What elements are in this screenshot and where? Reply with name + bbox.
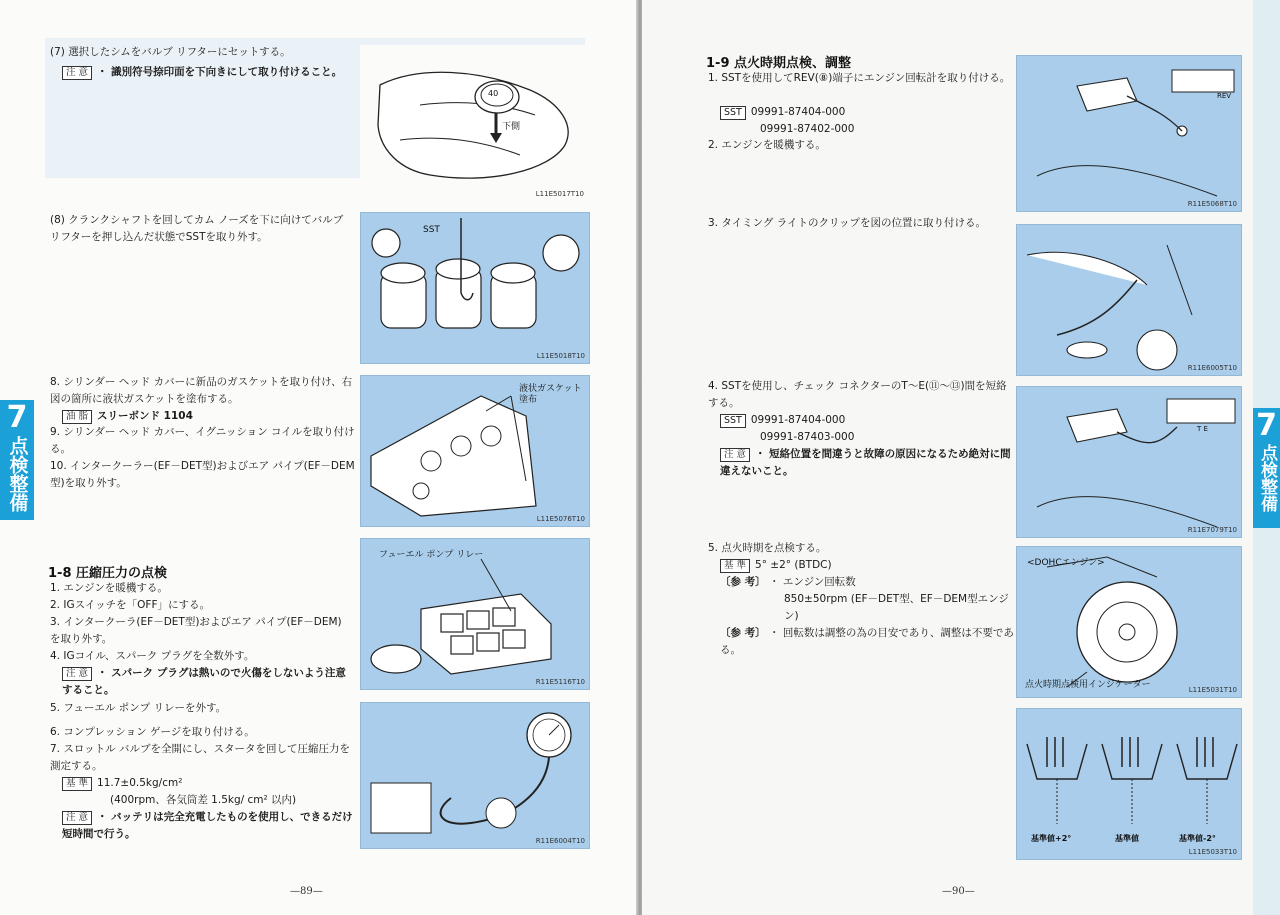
step-7-note	[62, 64, 362, 81]
page-number: —89—	[290, 886, 323, 897]
figure-timing-light-clip	[1016, 224, 1242, 376]
figure-head-cover	[360, 375, 590, 527]
step-9: 9. シリンダー ヘッド カバー、イグニッション コイルを取り付ける。	[50, 426, 355, 455]
page-89	[0, 0, 638, 915]
gauge-illustration	[361, 703, 589, 848]
page-number: —90—	[942, 886, 975, 897]
ign-step-3: 3. タイミング ライトのクリップを図の位置に取り付ける。	[708, 217, 987, 229]
ign-step-1-sst	[720, 104, 1010, 121]
sst-number-1: 09991-87404-000	[750, 106, 846, 118]
note-text: ・ 短絡位置を間違うと故障の原因になるため絶対に間違えないこと。	[720, 448, 1011, 477]
mark-minus-2: 基準値-2°	[1179, 834, 1216, 843]
ign-step-4: 4. SSTを使用し、チェック コネクターのT～E(⑪～⑬)間を短絡する。	[708, 380, 1007, 409]
chapter-title: 点検整備	[6, 436, 29, 512]
sst-number-2: 09991-87402-000	[760, 123, 855, 135]
comp-step-7-std	[62, 775, 352, 792]
figure-code: L11E5076T10	[536, 515, 585, 523]
section-1-8-heading: 1-8 圧縮圧力の点検	[48, 566, 168, 581]
lower-side-label: 下側	[502, 122, 521, 132]
pulley-illustration	[1017, 547, 1241, 697]
figure-check-connector	[1016, 386, 1242, 538]
sst-number-2: 09991-87403-000	[760, 431, 855, 443]
rev-terminal-illustration	[1017, 56, 1241, 211]
comp-step-4-note	[62, 665, 352, 699]
comp-step-5: 5. フューエル ポンプ リレーを外す。	[50, 702, 227, 714]
note-tag: 注 意	[62, 811, 92, 825]
note-text: ・ バッテリは完全充電したものを使用し、できるだけ短時間で行う。	[62, 811, 353, 840]
note-tag: 注 意	[62, 66, 92, 80]
rev-label: REV	[1217, 92, 1232, 100]
fuel-pump-relay-label: フューエル ポンプ リレー	[379, 550, 484, 560]
note-tag: 注 意	[720, 448, 750, 462]
ign-step-4-sst	[720, 412, 1010, 429]
sst-label: SST	[423, 225, 440, 235]
figure-code: R11E6005T10	[1187, 364, 1237, 372]
figure-compression-gauge	[360, 702, 590, 849]
step-8-sub: (8) クランクシャフトを回してカム ノーズを下に向けてバルブ リフターを押し込んだ状態でSSTを取り外す。	[50, 214, 344, 243]
figure-timing-indicator	[1016, 546, 1242, 698]
figure-code: R11E7079T10	[1187, 526, 1237, 534]
figure-code: R11E6004T10	[535, 837, 585, 845]
note-tag: 注 意	[62, 667, 92, 681]
shim-number: 40	[488, 89, 499, 98]
ign-step-5-ref	[720, 574, 1010, 591]
standard-tag: 基 準	[62, 777, 92, 791]
comp-step-6: 6. コンプレッション ゲージを取り付ける。	[50, 726, 255, 738]
ign-step-5-std	[720, 557, 1010, 574]
comp-step-2: 2. IGスイッチを「OFF」にする。	[50, 599, 211, 611]
indicator-label: 点火時期点検用インジケーター	[1025, 680, 1151, 690]
reference-tag: 〔参 考〕	[720, 576, 766, 588]
step-8-grease	[62, 408, 352, 425]
chapter-number: 7	[6, 400, 28, 435]
figure-shim-install	[360, 45, 588, 201]
figure-code: L11E5033T10	[1188, 848, 1237, 856]
sst-tag: SST	[720, 106, 746, 120]
comp-step-3: 3. インタークーラ(EF－DET型)およびエア パイプ(EF－DEM)を取り外す。	[50, 616, 342, 645]
page-90	[642, 0, 1280, 915]
finger-illustration	[360, 45, 588, 201]
dohc-engine-label: <DOHCエンジン>	[1027, 558, 1105, 568]
section-1-9-heading: 1-9 点火時期点検、調整	[706, 56, 852, 71]
ign-step-5-ref2	[720, 625, 1015, 659]
ign-step-2: 2. エンジンを暖機する。	[708, 139, 826, 151]
grease-value: スリーボンド 1104	[97, 410, 193, 422]
comp-step-7-note	[62, 809, 357, 843]
figure-rev-terminal	[1016, 55, 1242, 212]
figure-code: L11E5017T10	[535, 190, 584, 198]
reference-text: ・ エンジン回転数	[769, 576, 856, 588]
reference-text: ・ 回転数は調整の為の目安であり、調整は不要である。	[720, 627, 1014, 656]
engine-speed-value: 850±50rpm (EF－DET型、EF－DEM型エンジン)	[784, 593, 1009, 622]
ign-step-4-note	[720, 446, 1020, 480]
note-text: ・ 識別符号捺印面を下向きにして取り付けること。	[97, 66, 343, 78]
chapter-tab-left	[0, 400, 34, 520]
te-label: T E	[1197, 425, 1208, 433]
mark-plus-2: 基準値+2°	[1031, 834, 1072, 843]
check-connector-illustration	[1017, 387, 1241, 537]
comp-step-7-sub: (400rpm、各気筒差 1.5kg/ cm² 以内)	[110, 794, 297, 806]
comp-step-7: 7. スロットル バルブを全開にし、スタータを回して圧縮圧力を測定する。	[50, 743, 350, 772]
timing-light-illustration	[1017, 225, 1241, 375]
cam-illustration	[361, 213, 589, 363]
figure-code: L11E5018T10	[536, 352, 585, 360]
reference-tag: 〔参 考〕	[720, 627, 766, 639]
figure-code: R11E5068T10	[1187, 200, 1237, 208]
liquid-gasket-label: 液状ガスケット塗布	[519, 384, 582, 405]
figure-timing-marks	[1016, 708, 1242, 860]
chapter-title: 点検整備	[1257, 444, 1277, 512]
comp-step-4: 4. IGコイル、スパーク プラグを全数外す。	[50, 650, 255, 662]
note-text: ・ スパーク プラグは熱いので火傷をしないよう注意すること。	[62, 667, 346, 696]
sst-number-1: 09991-87404-000	[750, 414, 846, 426]
relay-illustration	[361, 539, 589, 689]
figure-fuel-pump-relay	[360, 538, 590, 690]
standard-value: 11.7±0.5kg/cm²	[97, 777, 183, 789]
figure-code: L11E5031T10	[1188, 686, 1237, 694]
chapter-tab-right	[1253, 408, 1280, 528]
mark-standard: 基準値	[1115, 834, 1139, 843]
step-7: (7) 選択したシムをバルブ リフターにセットする。	[50, 46, 291, 58]
chapter-number: 7	[1256, 408, 1277, 443]
comp-step-1: 1. エンジンを暖機する。	[50, 582, 168, 594]
grease-tag: 油 脂	[62, 410, 92, 424]
figure-sst-removal	[360, 212, 590, 364]
ign-step-5: 5. 点火時期を点検する。	[708, 542, 827, 554]
step-8: 8. シリンダー ヘッド カバーに新品のガスケットを取り付け、右図の箇所に液状ガスケットを塗布する。	[50, 376, 353, 405]
ign-step-1: 1. SSTを使用してREV(⑧)端子にエンジン回転計を取り付ける。	[708, 72, 1011, 84]
figure-code: R11E5116T10	[535, 678, 585, 686]
step-10: 10. インタークーラー(EF－DET型)およびエア パイプ(EF－DEM型)を取り外す。	[50, 460, 355, 489]
standard-tag: 基 準	[720, 559, 750, 573]
sst-tag: SST	[720, 414, 746, 428]
standard-value: 5° ±2° (BTDC)	[755, 559, 832, 571]
